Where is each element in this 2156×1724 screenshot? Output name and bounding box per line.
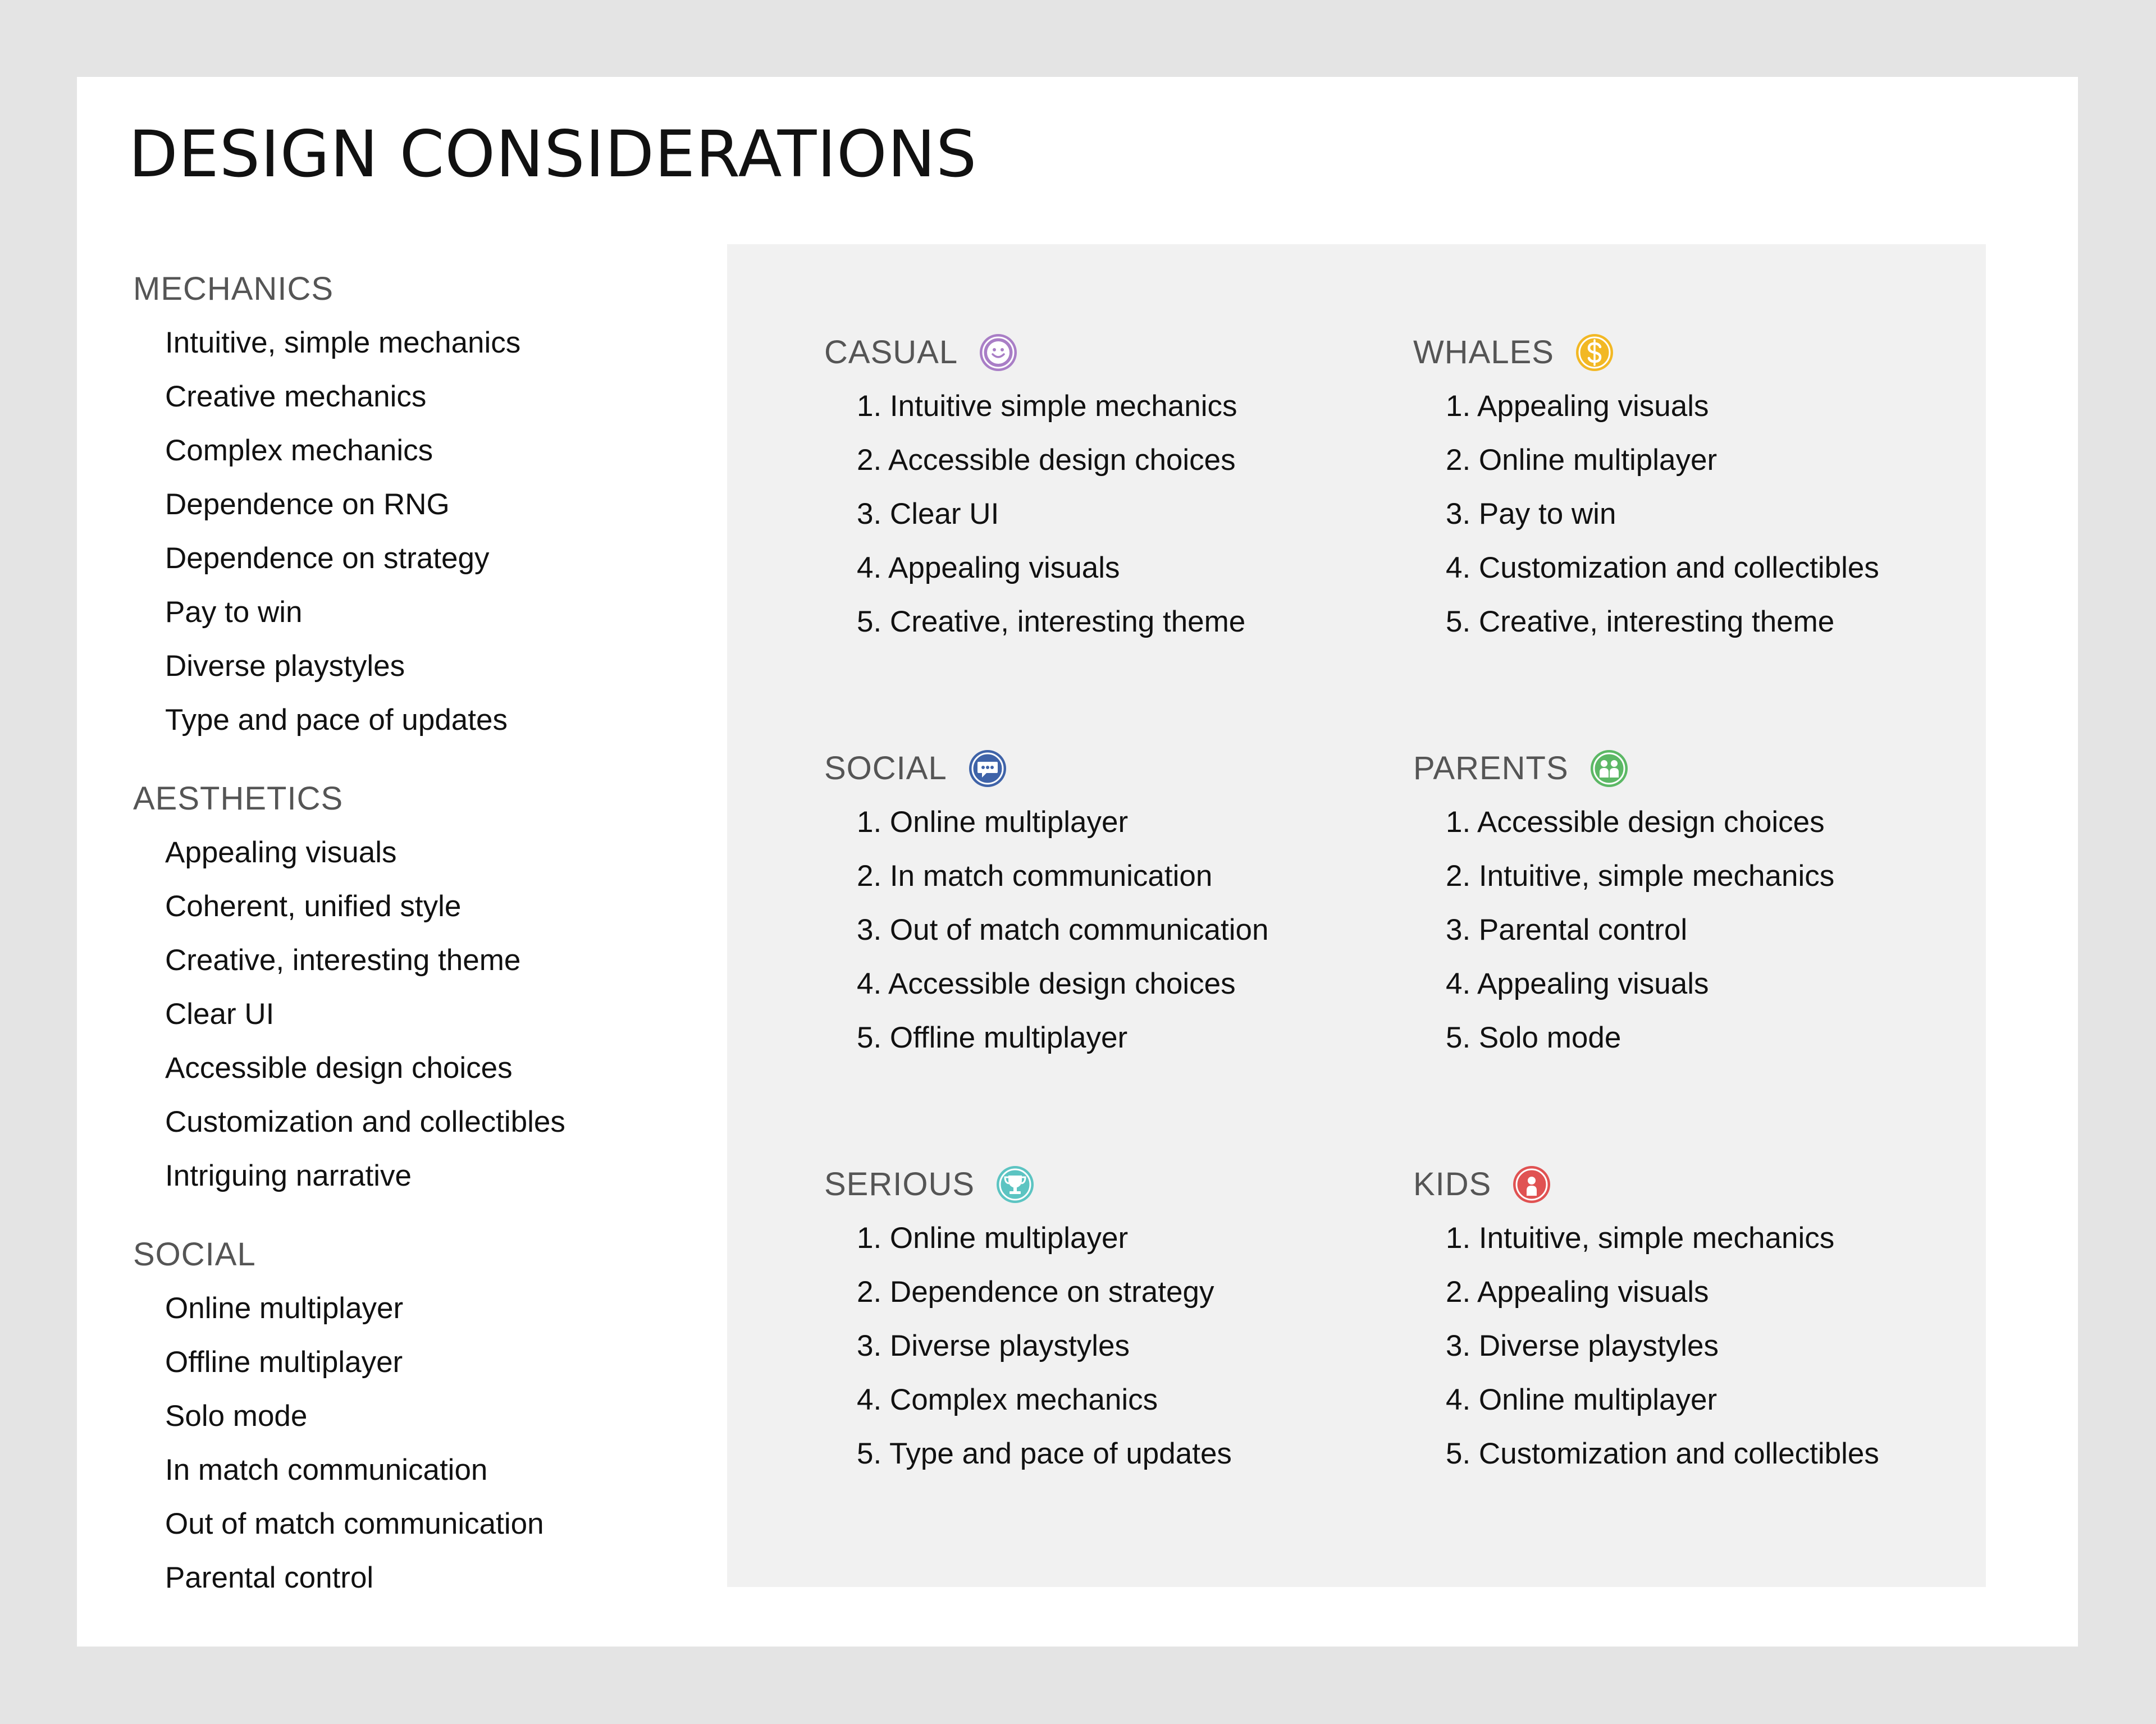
list-item: Offline multiplayer: [165, 1346, 403, 1379]
list-item: 5. Solo mode: [1446, 1021, 1621, 1054]
category-heading: AESTHETICS: [133, 780, 344, 817]
list-item: Out of match communication: [165, 1507, 544, 1540]
list-item: Type and pace of updates: [165, 703, 508, 737]
list-item: Complex mechanics: [165, 434, 433, 467]
persona-name: PARENTS: [1413, 750, 1569, 786]
persona-name: SERIOUS: [824, 1166, 975, 1202]
list-item: 3. Pay to win: [1446, 497, 1616, 531]
list-item: 3. Diverse playstyles: [1446, 1329, 1719, 1362]
two-people-icon: [1589, 748, 1629, 789]
list-item: Online multiplayer: [165, 1292, 404, 1325]
persona-name: CASUAL: [824, 334, 958, 371]
list-item: 4. Customization and collectibles: [1446, 551, 1879, 584]
list-item: 2. Appealing visuals: [1446, 1275, 1709, 1309]
list-item: Parental control: [165, 1561, 374, 1594]
persona-casual: [824, 326, 1386, 649]
list-item: 2. Online multiplayer: [1446, 443, 1718, 477]
list-item: In match communication: [165, 1453, 488, 1487]
persona-header: [824, 326, 1386, 379]
list-item: 5. Creative, interesting theme: [1446, 605, 1835, 638]
list-item: 2. Intuitive, simple mechanics: [1446, 859, 1835, 893]
persona-header: [824, 742, 1386, 795]
persona-name: KIDS: [1413, 1166, 1492, 1202]
persona-header: [824, 1158, 1386, 1211]
persona-priorities: [824, 1211, 1386, 1481]
design-considerations-card: [77, 77, 2078, 1647]
list-item: 5. Creative, interesting theme: [857, 605, 1246, 638]
list-item: 2. Dependence on strategy: [857, 1275, 1214, 1309]
category-items: [133, 316, 768, 747]
category-social: [133, 1228, 768, 1605]
list-item: Appealing visuals: [165, 836, 397, 869]
persona-header: [1413, 326, 1975, 379]
category-mechanics: [133, 262, 768, 747]
list-item: 4. Complex mechanics: [857, 1383, 1158, 1416]
list-item: 3. Parental control: [1446, 913, 1688, 946]
list-item: Customization and collectibles: [165, 1105, 565, 1138]
dollar-icon: [1574, 332, 1615, 373]
persona-header: [1413, 742, 1975, 795]
list-item: 4. Appealing visuals: [1446, 967, 1709, 1000]
list-item: 1. Appealing visuals: [1446, 390, 1709, 423]
list-item: Dependence on RNG: [165, 488, 450, 521]
list-item: Creative, interesting theme: [165, 944, 521, 977]
persona-priorities: [1413, 1211, 1975, 1481]
list-item: Intriguing narrative: [165, 1159, 412, 1192]
list-item: Creative mechanics: [165, 380, 427, 413]
list-item: 3. Diverse playstyles: [857, 1329, 1130, 1362]
list-item: 2. In match communication: [857, 859, 1213, 893]
category-items: [133, 1282, 768, 1605]
list-item: Solo mode: [165, 1400, 308, 1433]
persona-priorities: [824, 379, 1386, 649]
category-heading: MECHANICS: [133, 271, 334, 307]
page-title: DESIGN CONSIDERATIONS: [129, 117, 977, 191]
persona-name: SOCIAL: [824, 750, 947, 786]
list-item: Pay to win: [165, 596, 303, 629]
smiley-icon: [978, 332, 1018, 373]
list-item: 4. Online multiplayer: [1446, 1383, 1718, 1416]
list-item: 4. Appealing visuals: [857, 551, 1120, 584]
list-item: 1. Intuitive, simple mechanics: [1446, 1222, 1835, 1255]
list-item: 1. Intuitive simple mechanics: [857, 390, 1237, 423]
list-item: 5. Offline multiplayer: [857, 1021, 1128, 1054]
list-item: Diverse playstyles: [165, 650, 405, 683]
list-item: Clear UI: [165, 998, 275, 1031]
persona-header: [1413, 1158, 1975, 1211]
list-item: 4. Accessible design choices: [857, 967, 1236, 1000]
child-icon: [1511, 1164, 1552, 1205]
category-aesthetics: [133, 772, 768, 1203]
list-item: 1. Accessible design choices: [1446, 806, 1825, 839]
list-item: 5. Customization and collectibles: [1446, 1437, 1879, 1470]
persona-kids: [1413, 1158, 1975, 1481]
list-item: Dependence on strategy: [165, 542, 490, 575]
persona-whales: [1413, 326, 1975, 649]
persona-parents: [1413, 742, 1975, 1065]
persona-name: WHALES: [1413, 334, 1554, 371]
persona-social: [824, 742, 1386, 1065]
persona-priorities: [1413, 795, 1975, 1065]
persona-priorities: [824, 795, 1386, 1065]
persona-serious: [824, 1158, 1386, 1481]
list-item: 3. Clear UI: [857, 497, 999, 531]
list-item: Accessible design choices: [165, 1051, 513, 1085]
category-items: [133, 826, 768, 1203]
list-item: 1. Online multiplayer: [857, 1222, 1129, 1255]
considerations-list: [133, 262, 768, 1605]
list-item: Coherent, unified style: [165, 890, 462, 923]
category-heading: SOCIAL: [133, 1236, 256, 1273]
list-item: Intuitive, simple mechanics: [165, 326, 521, 359]
list-item: 5. Type and pace of updates: [857, 1437, 1232, 1470]
trophy-icon: [995, 1164, 1035, 1205]
list-item: 1. Online multiplayer: [857, 806, 1129, 839]
list-item: 3. Out of match communication: [857, 913, 1269, 946]
chat-bubble-icon: [967, 748, 1008, 789]
personas-panel: [727, 244, 1986, 1587]
persona-priorities: [1413, 379, 1975, 649]
list-item: 2. Accessible design choices: [857, 443, 1236, 477]
